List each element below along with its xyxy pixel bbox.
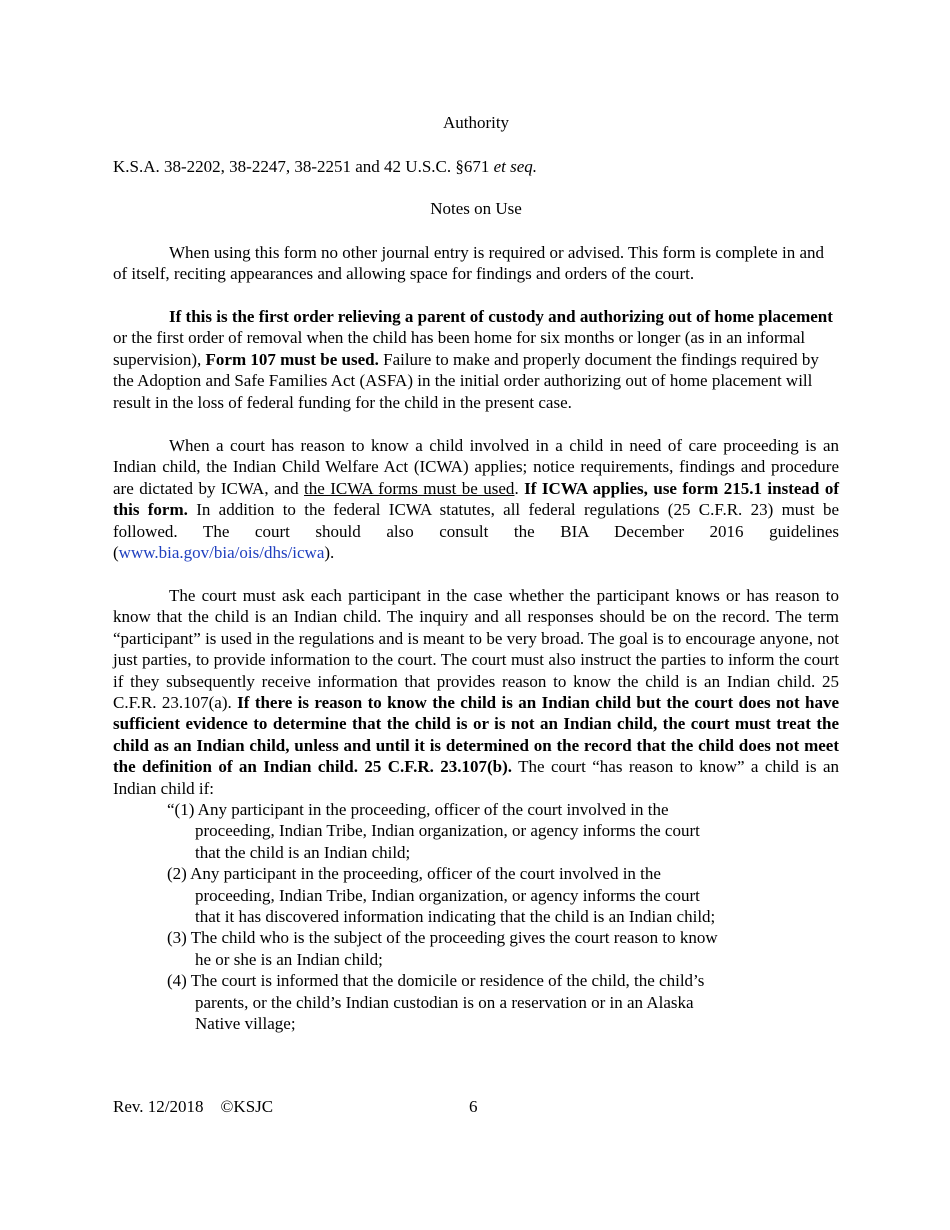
citation-italic: et seq. [493, 157, 538, 176]
p4-bold: If there is reason to know the child is an Indian child but the court does not have sufficient evidence to determine that the child is or is not an Indian child, the court must treat the child as an Indian child, unless and until it is determined on the record that the child does not meet the definition of an Indian child. 25 C.F.R. 23.107(b). [113, 693, 840, 777]
list-item: (3) The child who is the subject of the proceeding gives the court reason to know he or she is an Indian child; [167, 928, 718, 969]
p4-text-2: The court “has reason to know” a child is an Indian child if: [113, 757, 840, 798]
p3-text-1: When a court has reason to know a child involved in a child in need of care proceeding is an Indian child, the Indian Child Welfare Act (ICWA) applies; notice requirements, findings and procedure are dictated by ICWA, and [113, 436, 839, 498]
reason-to-know-list [167, 799, 727, 1034]
p3-text-2: . [514, 478, 525, 498]
p2-text-1: or the first order of removal when the child has been home for six months or longer (as in an informal supervision), [113, 328, 806, 369]
p2-bold-2: Form 107 must be used. [205, 349, 379, 369]
authority-citation [113, 156, 839, 177]
notes-heading: Notes on Use [430, 199, 522, 218]
p2-bold-1: If this is the first order relieving a parent of custody and authorizing out of home placement [169, 307, 833, 326]
list-item: (4) The court is informed that the domicile or residence of the child, the child’s parents, or the child’s Indian custodian is on a reservation or in an Alaska Native village; [167, 971, 705, 1034]
page-number: 6 [469, 1097, 478, 1116]
authority-heading: Authority [442, 113, 510, 132]
notes-paragraph-4 [113, 585, 839, 799]
notes-paragraph-3 [113, 435, 839, 563]
p4-text-1: The court must ask each participant in the case whether the participant knows or has reason to know that the child is an Indian child. The inquiry and all responses should be on the record. The term “participant” is used in the regulations and is meant to be very broad. The goal is to encourage anyone, not just parties, to provide information to the court. The court must also instruct the parties to inform the court if they subsequently receive information that provides reason to know the child is an Indian child. 25 C.F.R. 23.107(a). [113, 586, 839, 713]
p3-text-4: ). [324, 543, 335, 563]
p2-text-2: Failure to make and properly document the findings required by the Adoption and Safe Families Act (ASFA) in the initial order authorizing out of home placement will result in the loss of federal funding for the child in the present case. [113, 349, 819, 412]
notes-paragraph-2 [113, 306, 839, 413]
list-item: “(1) Any participant in the proceeding, officer of the court involved in the proceeding, Indian Tribe, Indian organization, or agency informs the court that the child is an Indian child; [167, 800, 700, 862]
bia-guidelines-link[interactable]: www.bia.gov/bia/ois/dhs/icwa [118, 543, 325, 563]
p3-text-3: In addition to the federal ICWA statutes, all federal regulations (25 C.F.R. 23) must be followed. The court should also consult the BIA December 2016 guidelines ( [113, 500, 840, 563]
revision-label: Rev. 12/2018 ©KSJC [113, 1097, 274, 1116]
list-item: (2) Any participant in the proceeding, officer of the court involved in the proceeding, Indian Tribe, Indian organization, or agency informs the court that it has discovered information indicating that the child is an Indian child; [167, 864, 716, 927]
citation-text: K.S.A. 38-2202, 38-2247, 38-2251 and 42 U.S.C. §671 [113, 157, 494, 176]
icwa-forms-underline: the ICWA forms must be used [304, 478, 515, 498]
notes-paragraph-1: When using this form no other journal entry is required or advised. This form is complete in and of itself, reciting appearances and allowing space for findings and orders of the court. [113, 243, 824, 284]
p3-bold: If ICWA applies, use form 215.1 instead of this form. [113, 478, 839, 520]
